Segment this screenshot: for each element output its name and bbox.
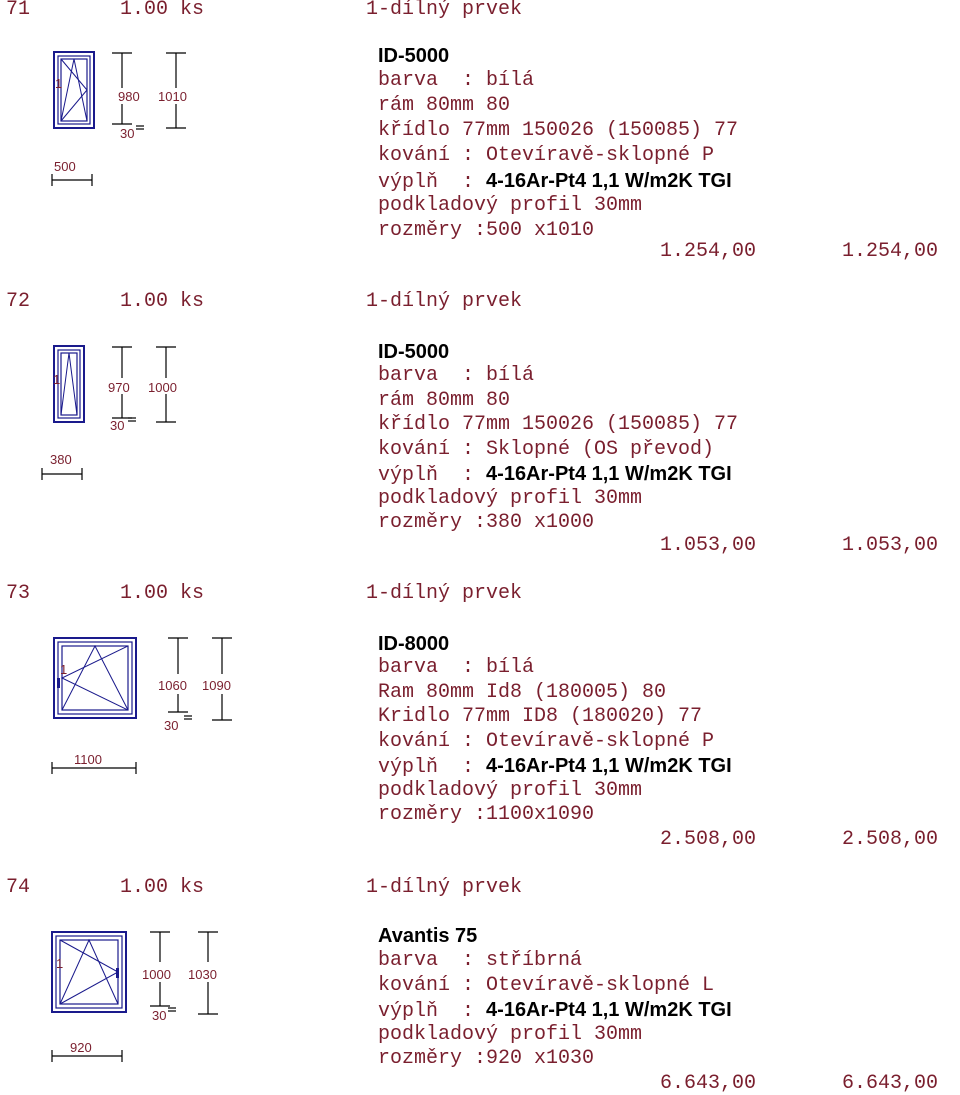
total-price: 2.508,00 (842, 828, 939, 851)
window-width: 920 (70, 1040, 92, 1055)
window-frame (52, 932, 126, 1012)
inner-height: 1000 (142, 967, 171, 982)
bottom-profile: 30 (152, 1008, 167, 1023)
spec-profile: podkladový profil 30mm (378, 1023, 643, 1046)
pane-number: 1 (55, 76, 63, 91)
total-price: 1.254,00 (842, 240, 939, 263)
spec-hardware: kování : Otevíravě-sklopné P (378, 730, 715, 753)
product-id: ID-5000 (378, 341, 450, 363)
spec-hardware: kování : Sklopné (OS převod) (378, 438, 715, 461)
window-width: 380 (50, 452, 72, 467)
glazing-label: výplň : (378, 464, 487, 487)
inner-height: 970 (108, 380, 130, 395)
spec-sash: Kridlo 77mm ID8 (180020) 77 (378, 705, 703, 728)
spec-sash: křídlo 77mm 150026 (150085) 77 (378, 413, 739, 436)
window-width: 1100 (74, 752, 102, 767)
window-width: 500 (54, 159, 76, 174)
spec-hardware: kování : Otevíravě-sklopné L (378, 974, 715, 997)
unit-price: 2.508,00 (660, 828, 757, 851)
product-id: ID-5000 (378, 45, 450, 67)
bottom-profile: 30 (164, 718, 179, 733)
spec-profile: podkladový profil 30mm (378, 194, 643, 217)
outer-height: 1010 (158, 89, 187, 104)
glazing-value: 4-16Ar-Pt4 1,1 W/m2K TGI (486, 755, 732, 777)
inner-height: 1060 (158, 678, 187, 693)
bottom-profile: 30 (120, 126, 135, 141)
pane-number: 1 (60, 662, 68, 677)
item-quantity: 1.00 ks (120, 876, 205, 899)
glazing-label: výplň : (378, 171, 487, 194)
item-number: 73 (6, 582, 31, 605)
item-number: 72 (6, 290, 31, 313)
glazing-value: 4-16Ar-Pt4 1,1 W/m2K TGI (486, 463, 732, 485)
spec-glazing (378, 462, 732, 488)
spec-frame: rám 80mm 80 (378, 94, 511, 117)
item-type: 1-dílný prvek (366, 0, 523, 21)
glazing-label: výplň : (378, 1000, 487, 1023)
item-number: 74 (6, 876, 31, 899)
pane-number: 1 (53, 372, 61, 387)
spec-color: barva : stříbrná (378, 949, 583, 972)
unit-price: 6.643,00 (660, 1072, 757, 1095)
inner-height: 980 (118, 89, 140, 104)
outer-height: 1030 (188, 967, 217, 982)
spec-color: barva : bílá (378, 364, 535, 387)
total-price: 6.643,00 (842, 1072, 939, 1095)
window-drawing (40, 628, 240, 778)
item-quantity: 1.00 ks (120, 582, 205, 605)
spec-glazing (378, 169, 732, 195)
spec-frame: Ram 80mm Id8 (180005) 80 (378, 681, 667, 704)
glazing-label: výplň : (378, 756, 487, 779)
item-type: 1-dílný prvek (366, 290, 523, 313)
spec-color: barva : bílá (378, 656, 535, 679)
spec-hardware: kování : Otevíravě-sklopné P (378, 144, 715, 167)
product-id: ID-8000 (378, 633, 450, 655)
spec-glazing (378, 998, 732, 1024)
spec-frame: rám 80mm 80 (378, 389, 511, 412)
spec-sash: křídlo 77mm 150026 (150085) 77 (378, 119, 739, 142)
spec-profile: podkladový profil 30mm (378, 487, 643, 510)
bottom-profile: 30 (110, 418, 125, 433)
spec-profile: podkladový profil 30mm (378, 779, 643, 802)
window-drawing (40, 334, 220, 484)
pane-number: 1 (56, 956, 64, 971)
outer-height: 1000 (148, 380, 177, 395)
item-type: 1-dílný prvek (366, 876, 523, 899)
spec-size: rozměry :500 x1010 (378, 219, 595, 242)
window-frame (54, 638, 136, 718)
spec-glazing (378, 754, 732, 780)
window-drawing (40, 922, 240, 1072)
spec-size: rozměry :1100x1090 (378, 803, 595, 826)
outer-height: 1090 (202, 678, 231, 693)
item-quantity: 1.00 ks (120, 290, 205, 313)
item-type: 1-dílný prvek (366, 582, 523, 605)
window-drawing (40, 40, 220, 190)
spec-size: rozměry :920 x1030 (378, 1047, 595, 1070)
spec-color: barva : bílá (378, 69, 535, 92)
product-id: Avantis 75 (378, 925, 478, 947)
item-quantity: 1.00 ks (120, 0, 205, 21)
total-price: 1.053,00 (842, 534, 939, 557)
unit-price: 1.254,00 (660, 240, 757, 263)
glazing-value: 4-16Ar-Pt4 1,1 W/m2K TGI (486, 170, 732, 192)
spec-size: rozměry :380 x1000 (378, 511, 595, 534)
glazing-value: 4-16Ar-Pt4 1,1 W/m2K TGI (486, 999, 732, 1021)
unit-price: 1.053,00 (660, 534, 757, 557)
item-number: 71 (6, 0, 31, 21)
